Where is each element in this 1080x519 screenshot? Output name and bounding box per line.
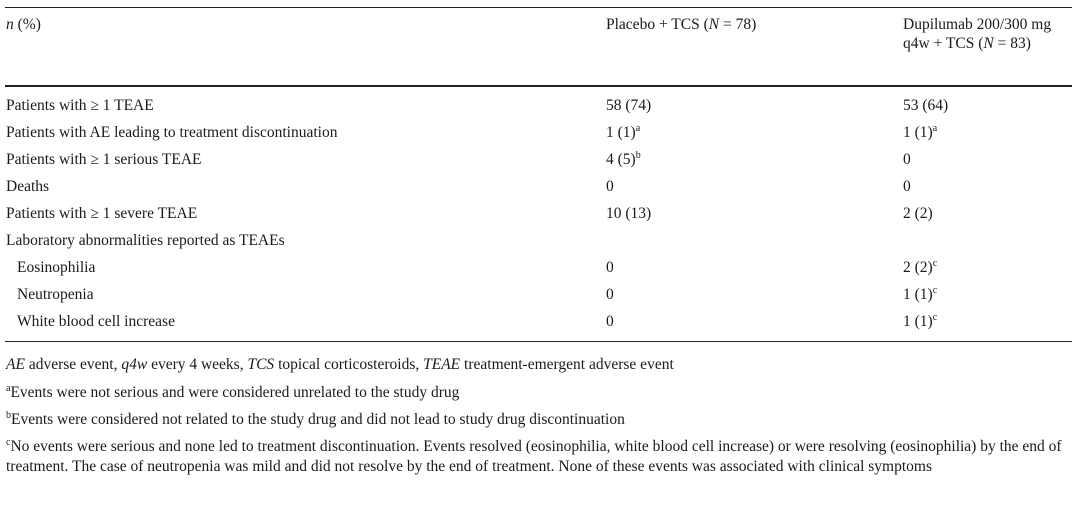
- row-value-placebo: 0: [606, 313, 614, 330]
- row-label: White blood cell increase: [17, 313, 175, 330]
- header-dupilumab: Dupilumab 200/300 mg q4w + TCS (N = 83): [903, 16, 1052, 52]
- row-value-placebo: 10 (13): [606, 205, 652, 222]
- row-value-placebo: 0: [606, 178, 614, 195]
- row-label: Patients with ≥ 1 TEAE: [6, 97, 154, 114]
- header-n-percent: n (%): [6, 16, 41, 33]
- row-value-placebo: 58 (74): [606, 97, 652, 114]
- row-label: Eosinophilia: [17, 259, 96, 276]
- table-bottom-rule: [5, 341, 1072, 342]
- table-top-rule: [5, 7, 1072, 8]
- row-value-dupi: 0: [903, 151, 911, 168]
- row-value-dupi: 2 (2): [903, 205, 933, 222]
- row-label: Patients with AE leading to treatment discontinuation: [6, 124, 338, 141]
- row-value-placebo: 4 $(5)^b$: [606, 150, 641, 168]
- row-value-placebo: 0: [606, 259, 614, 276]
- row-value-dupi: 0: [903, 178, 911, 195]
- header-placebo: Placebo + TCS (N = 78): [606, 16, 757, 33]
- row-label: Deaths: [6, 178, 50, 195]
- footnote-a: $^a$Events were not serious and were considered unrelated to the study drug: [6, 383, 460, 401]
- row-value-dupi: 1 $(1)^c$: [903, 312, 938, 330]
- row-value-dupi: 2 $(2)^c$: [903, 258, 938, 276]
- row-value-dupi: 1 $(1)^a$: [903, 123, 938, 141]
- row-label: Patients with ≥ 1 serious TEAE: [6, 151, 202, 168]
- row-label: Neutropenia: [17, 286, 94, 303]
- table-header-rule: [5, 85, 1072, 87]
- row-label: Patients with ≥ 1 severe TEAE: [6, 205, 198, 222]
- row-value-placebo: 1 $(1)^a$: [606, 123, 641, 141]
- row-value-dupi: 1 $(1)^c$: [903, 285, 938, 303]
- row-value-dupi: 53 (64): [903, 97, 949, 114]
- footnote-b: $^b$Events were considered not related to the study drug and did not lead to study drug discontinuation: [6, 410, 625, 428]
- footnote-abbreviations: AE adverse event, q4w every 4 weeks, TCS topical corticosteroids, TEAE treatment-emergent adverse event: [6, 356, 674, 373]
- footnote-c: $^c$No events were serious and none led to treatment discontinuation. Events resolved (eosinophilia, white blood cell increase) or were resolving (eosinophilia) by the end of treatment. The case of neutropenia was mild and did not resolve by the end of treatment. None of these events was associated with clinical symptoms: [6, 437, 1062, 475]
- row-value-placebo: 0: [606, 286, 614, 303]
- row-label: Laboratory abnormalities reported as TEAEs: [6, 232, 285, 249]
